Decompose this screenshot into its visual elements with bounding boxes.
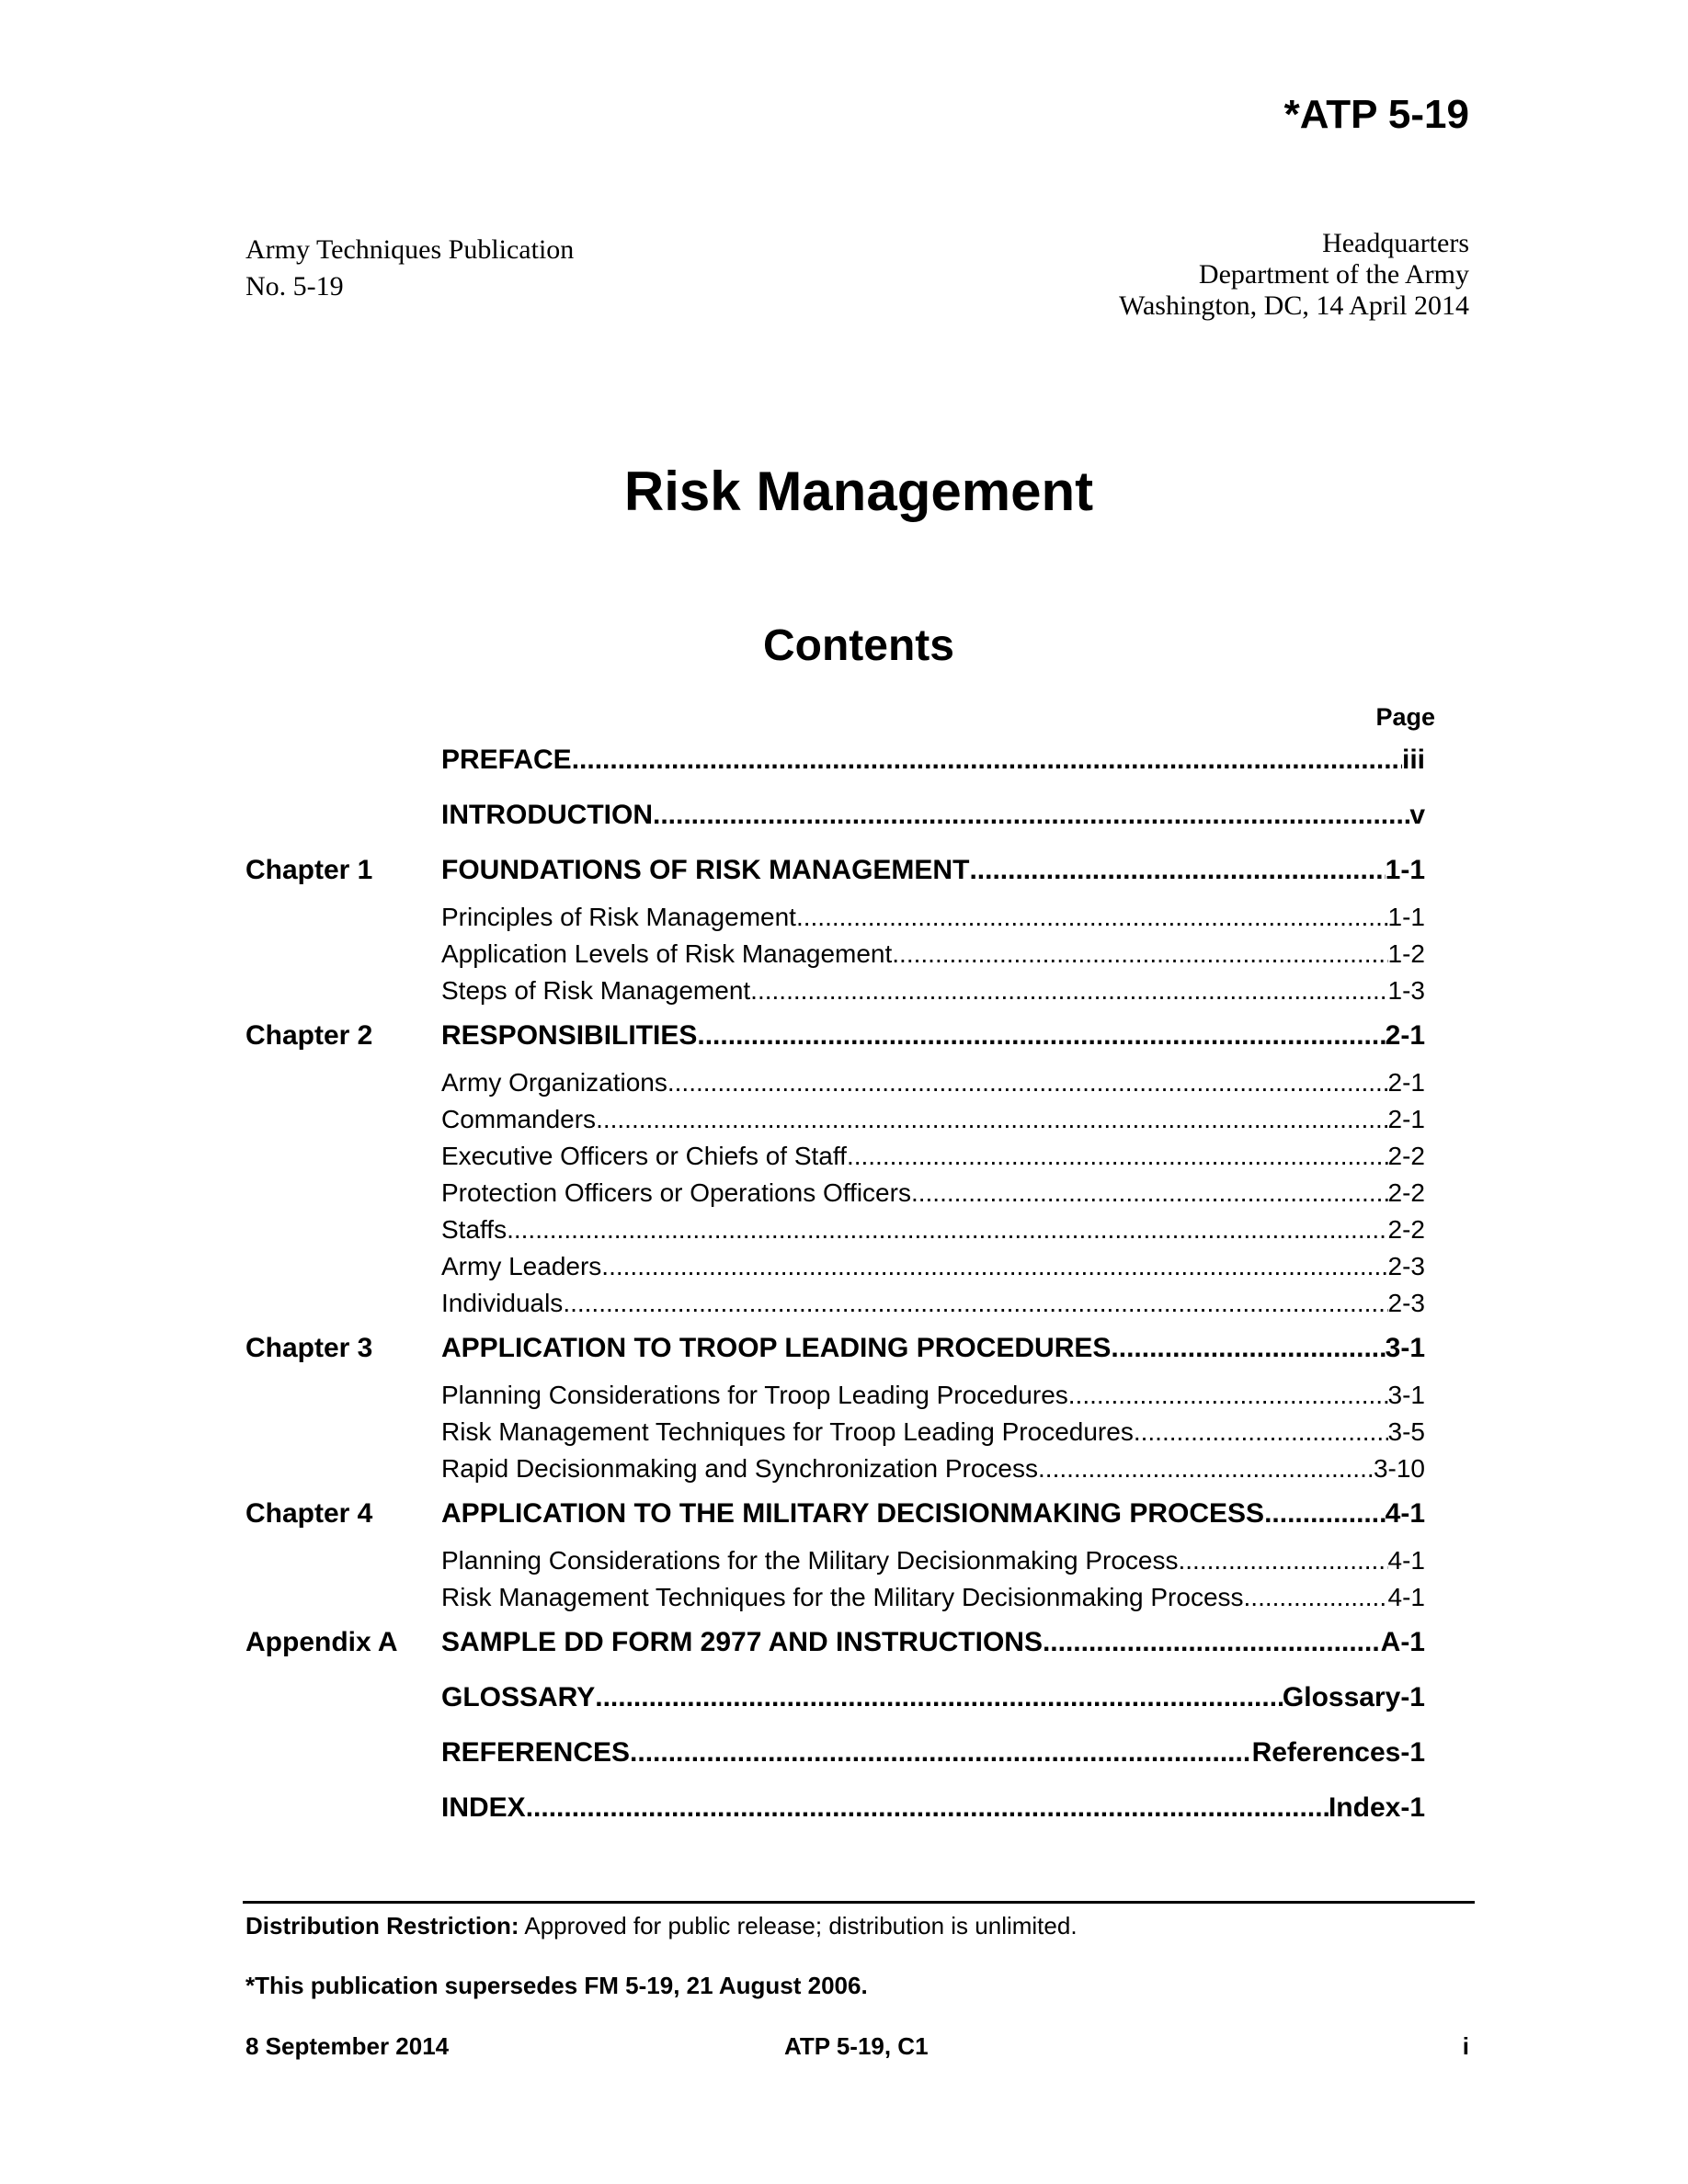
toc-entry-link[interactable] [441,976,1425,1006]
toc-entry-link[interactable] [441,1583,1425,1612]
toc-group [245,855,1425,1013]
toc-entry-title: PREFACE [441,745,572,775]
dot-leader [653,800,1409,831]
toc-entry-title: Army Leaders [441,1252,602,1280]
toc-entry-title: APPLICATION TO TROOP LEADING PROCEDURES [441,1333,1112,1363]
dot-leader [507,1215,1387,1245]
toc-page-number: 2-3 [1387,1252,1425,1280]
toc-sub-entry [245,1546,1425,1583]
toc-entry-link[interactable] [441,855,1425,886]
dot-leader [1264,1498,1386,1530]
toc-entry-title: RESPONSIBILITIES [441,1020,698,1051]
toc-sub-entry [245,1289,1425,1325]
toc-page-number: 3-10 [1373,1454,1425,1483]
toc-page-number: 1-1 [1385,855,1425,885]
chapter-label: Appendix A [245,1627,398,1657]
footer-divider [243,1901,1475,1904]
headquarters-info [1119,228,1469,322]
toc-main-entry [245,1627,1425,1675]
dot-leader [1134,1417,1388,1447]
toc-page-number: iii [1401,745,1425,775]
toc-sub-entry [245,1417,1425,1454]
toc-page-number: 2-3 [1387,1289,1425,1317]
dot-leader [911,1178,1388,1208]
toc-entry-link[interactable] [441,1627,1425,1658]
dot-leader [572,745,1402,776]
dot-leader [847,1142,1388,1171]
toc-group [245,1792,1425,1840]
toc-main-entry [245,1792,1425,1840]
toc-entry-title: Staffs [441,1215,508,1244]
toc-page-number: 2-1 [1385,1020,1425,1051]
dot-leader [596,1105,1387,1134]
dot-leader [1111,1333,1385,1364]
toc-sub-entry [245,1105,1425,1142]
dot-leader [750,976,1387,1006]
toc-page-number: 2-1 [1387,1105,1425,1133]
toc-page-number: 4-1 [1385,1498,1425,1529]
dot-leader [1178,1546,1387,1575]
toc-page-number: 3-1 [1385,1333,1425,1363]
toc-entry-link[interactable] [441,1068,1425,1098]
toc-sub-entry [245,1178,1425,1215]
toc-entry-link[interactable] [441,1454,1425,1484]
toc-main-entry [245,800,1425,847]
toc-group [245,745,1425,792]
toc-sub-entry [245,1142,1425,1178]
toc-main-entry [245,1682,1425,1730]
dot-leader [1043,1627,1381,1658]
toc-entry-title: INDEX [441,1792,526,1823]
dot-leader [526,1792,1329,1824]
toc-entry-title: Individuals [441,1289,564,1317]
contents-heading: Contents [763,621,954,670]
toc-entry-title: GLOSSARY [441,1682,596,1712]
distribution-label: Distribution Restriction: [245,1912,519,1939]
toc-entry-link[interactable] [441,1252,1425,1281]
dot-leader [1068,1381,1388,1410]
toc-group [245,1498,1425,1620]
toc-main-entry [245,1020,1425,1068]
toc-page-number: 2-1 [1387,1068,1425,1097]
toc-entry-title: INTRODUCTION [441,800,653,830]
toc-page-number: 1-1 [1387,903,1425,931]
toc-entry-link[interactable] [441,1417,1425,1447]
toc-entry-title: Army Organizations [441,1068,667,1097]
distribution-restriction [245,1912,1078,1940]
hq-line-3: Washington, DC, 14 April 2014 [1119,290,1469,321]
toc-entry-link[interactable] [441,800,1425,831]
distribution-text: Approved for public release; distribution is unlimited. [519,1912,1078,1939]
toc-group [245,1682,1425,1730]
dot-leader [630,1737,1252,1769]
page-column-label: Page [1375,703,1435,731]
toc-entry-link[interactable] [441,1142,1425,1171]
toc-page-number: 1-3 [1387,976,1425,1005]
hq-line-2: Department of the Army [1198,259,1469,290]
toc-main-entry [245,855,1425,903]
toc-sub-entry [245,1454,1425,1491]
publication-info [245,232,574,305]
toc-page-number: References-1 [1251,1737,1425,1768]
dot-leader [667,1068,1388,1098]
dot-leader [563,1289,1387,1318]
toc-entry-title: Risk Management Techniques for Troop Leading Procedures [441,1417,1134,1446]
toc-entry-title: APPLICATION TO THE MILITARY DECISIONMAKING PROCESS [441,1498,1265,1529]
toc-sub-entry [245,1215,1425,1252]
toc-page-number: 2-2 [1387,1215,1425,1244]
toc-entry-link[interactable] [441,1546,1425,1575]
toc-sub-entry [245,976,1425,1013]
toc-page-number: 2-2 [1387,1142,1425,1170]
toc-entry-title: Risk Management Techniques for the Military Decisionmaking Process [441,1583,1244,1611]
toc-page-number: A-1 [1380,1627,1425,1657]
toc-page-number: 4-1 [1387,1546,1425,1575]
toc-entry-link[interactable] [441,1178,1425,1208]
toc-main-entry [245,745,1425,792]
dot-leader [796,903,1388,932]
dot-leader [601,1252,1387,1281]
toc-sub-entry [245,1252,1425,1289]
toc-sub-entry [245,1583,1425,1620]
toc-group [245,800,1425,847]
toc-entry-link[interactable] [441,1105,1425,1134]
toc-page-number: Index-1 [1328,1792,1425,1823]
toc-sub-entry [245,939,1425,976]
toc-entry-link[interactable] [441,1737,1425,1769]
toc-entry-title: Executive Officers or Chiefs of Staff [441,1142,847,1170]
toc-entry-link[interactable] [441,1333,1425,1364]
toc-entry-link[interactable] [441,1682,1425,1713]
toc-group [245,1020,1425,1325]
toc-main-entry [245,1737,1425,1785]
dot-leader [1244,1583,1388,1612]
footer-publication-code: ATP 5-19, C1 [784,2032,929,2060]
toc-main-entry [245,1498,1425,1546]
chapter-label: Chapter 4 [245,1498,373,1529]
toc-entry-title: REFERENCES [441,1737,631,1768]
toc-entry-link[interactable] [441,1020,1425,1052]
toc-group [245,1627,1425,1675]
toc-page-number: 3-5 [1387,1417,1425,1446]
toc-entry-title: Planning Considerations for the Military Decisionmaking Process [441,1546,1179,1575]
toc-entry-link[interactable] [441,939,1425,969]
toc-sub-entry [245,1068,1425,1105]
toc-sub-entry [245,1381,1425,1417]
toc-entry-title: Protection Officers or Operations Officers [441,1178,911,1207]
toc-group [245,1737,1425,1785]
toc-entry-title: Principles of Risk Management [441,903,796,931]
publication-type: Army Techniques Publication [245,234,575,265]
toc-entry-link[interactable] [441,745,1425,776]
toc-entry-title: FOUNDATIONS OF RISK MANAGEMENT [441,855,970,885]
document-id: *ATP 5-19 [1283,92,1469,137]
toc-entry-title: Steps of Risk Management [441,976,751,1005]
dot-leader [697,1020,1385,1052]
toc-page-number: v [1409,800,1425,830]
toc-entry-title: Commanders [441,1105,597,1133]
toc-page-number: 3-1 [1387,1381,1425,1409]
table-of-contents [245,745,1425,1848]
publication-number: No. 5-19 [245,271,344,301]
toc-page-number: 4-1 [1387,1583,1425,1611]
toc-entry-link[interactable] [441,903,1425,932]
footer-page-number: i [1462,2032,1469,2060]
toc-main-entry [245,1333,1425,1381]
toc-page-number: Glossary-1 [1282,1682,1425,1712]
dot-leader [1038,1454,1374,1484]
toc-page-number: 2-2 [1387,1178,1425,1207]
toc-page-number: 1-2 [1387,939,1425,968]
toc-entry-title: Planning Considerations for Troop Leading Procedures [441,1381,1068,1409]
dot-leader [595,1682,1283,1713]
toc-entry-title: Rapid Decisionmaking and Synchronization Process [441,1454,1039,1483]
toc-entry-link[interactable] [441,1381,1425,1410]
page-title: Risk Management [623,461,1094,522]
dot-leader [892,939,1387,969]
toc-entry-link[interactable] [441,1215,1425,1245]
chapter-label: Chapter 1 [245,855,373,885]
toc-entry-link[interactable] [441,1792,1425,1824]
toc-entry-link[interactable] [441,1289,1425,1318]
toc-entry-title: SAMPLE DD FORM 2977 AND INSTRUCTIONS [441,1627,1043,1657]
chapter-label: Chapter 3 [245,1333,373,1363]
footer-date: 8 September 2014 [245,2032,450,2060]
toc-group [245,1333,1425,1491]
toc-sub-entry [245,903,1425,939]
dot-leader [969,855,1385,886]
chapter-label: Chapter 2 [245,1020,373,1051]
supersedes-notice: *This publication supersedes FM 5-19, 21 August 2006. [245,1972,868,1999]
hq-line-1: Headquarters [1322,228,1469,258]
toc-entry-link[interactable] [441,1498,1425,1530]
toc-entry-title: Application Levels of Risk Management [441,939,893,968]
